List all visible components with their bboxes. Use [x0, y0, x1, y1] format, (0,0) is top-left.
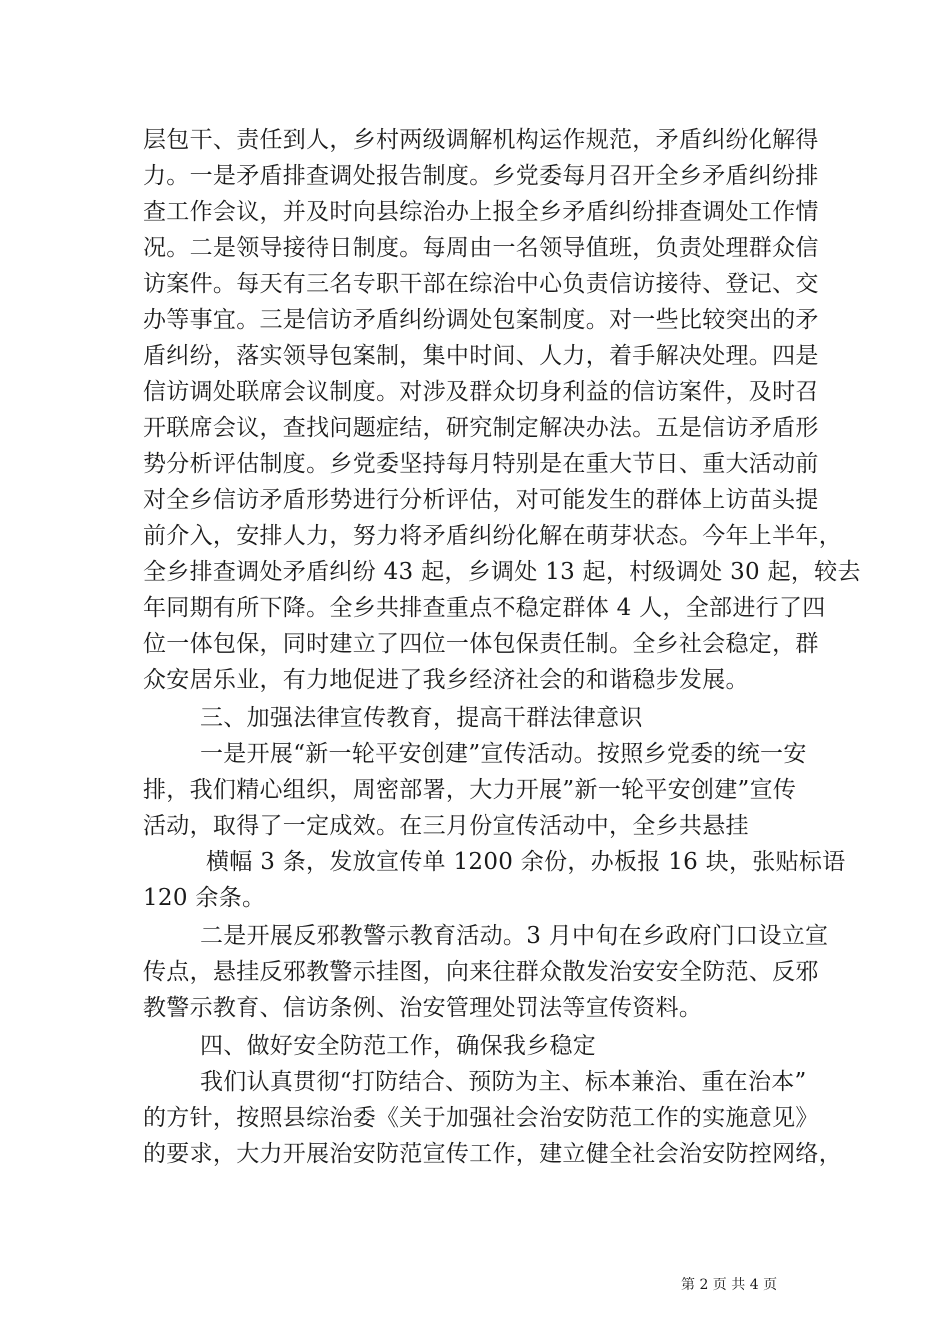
body-text-line: 众安居乐业，有力地促进了我乡经济社会的和谐稳步发展。 — [143, 667, 749, 693]
body-text-line: 访案件。每天有三名专职干部在综治中心负责信访接待、登记、交 — [143, 271, 819, 297]
body-text-line: 全乡排查调处矛盾纠纷 43 起，乡调处 13 起，村级调处 30 起，较去 — [143, 559, 861, 585]
body-text-line: 活动，取得了一定成效。在三月份宣传活动中，全乡共悬挂 — [143, 813, 749, 839]
body-text-line: 位一体包保，同时建立了四位一体包保责任制。全乡社会稳定，群 — [143, 631, 819, 657]
body-text-line: 势分析评估制度。乡党委坚持每月特别是在重大节日、重大活动前 — [143, 451, 819, 477]
section-heading: 四、做好安全防范工作，确保我乡稳定 — [200, 1033, 597, 1059]
section-heading: 三、加强法律宣传教育，提高干群法律意识 — [200, 705, 643, 731]
body-text-line: 前介入，安排人力，努力将矛盾纠纷化解在萌芽状态。今年上半年， — [143, 523, 842, 549]
body-text-line: 力。一是矛盾排查调处报告制度。乡党委每月召开全乡矛盾纠纷排 — [143, 163, 819, 189]
body-text-line: 对全乡信访矛盾形势进行分析评估，对可能发生的群体上访苗头提 — [143, 487, 819, 513]
body-text-line: 120 余条。 — [143, 885, 266, 911]
body-text-line: 的方针，按照县综治委《关于加强社会治安防范工作的实施意见》 — [143, 1105, 819, 1131]
body-text-line: 查工作会议，并及时向县综治办上报全乡矛盾纠纷排查调处工作情 — [143, 199, 819, 225]
body-text-line: 传点，悬挂反邪教警示挂图，向来往群众散发治安安全防范、反邪 — [143, 959, 819, 985]
body-text-line: 排，我们精心组织，周密部署，大力开展”新一轮平安创建”宣传 — [143, 777, 797, 803]
body-text-line: 层包干、责任到人，乡村两级调解机构运作规范，矛盾纠纷化解得 — [143, 127, 819, 153]
paragraph-first-line: 横幅 3 条，发放宣传单 1200 余份，办板报 16 块，张贴标语 — [206, 849, 846, 875]
body-text-line: 办等事宜。三是信访矛盾纠纷调处包案制度。对一些比较突出的矛 — [143, 307, 819, 333]
body-text-line: 盾纠纷，落实领导包案制，集中时间、人力，着手解决处理。四是 — [143, 343, 819, 369]
paragraph-first-line: 我们认真贯彻“打防结合、预防为主、标本兼治、重在治本” — [200, 1069, 807, 1095]
body-text-line: 年同期有所下降。全乡共排查重点不稳定群体 4 人，全部进行了四 — [143, 595, 826, 621]
body-text-line: 信访调处联席会议制度。对涉及群众切身利益的信访案件，及时召 — [143, 379, 819, 405]
body-text-line: 况。二是领导接待日制度。每周由一名领导值班，负责处理群众信 — [143, 235, 819, 261]
paragraph-first-line: 一是开展“新一轮平安创建”宣传活动。按照乡党委的统一安 — [200, 741, 807, 767]
body-text-line: 教警示教育、信访条例、治安管理处罚法等宣传资料。 — [143, 995, 703, 1021]
body-text-line: 的要求，大力开展治安防范宣传工作，建立健全社会治安防控网络， — [143, 1141, 842, 1167]
page-number-footer: 第 2 页 共 4 页 — [681, 1277, 778, 1293]
paragraph-first-line: 二是开展反邪教警示教育活动。3 月中旬在乡政府门口设立宣 — [200, 923, 829, 949]
body-text-line: 开联席会议，查找问题症结，研究制定解决办法。五是信访矛盾形 — [143, 415, 819, 441]
